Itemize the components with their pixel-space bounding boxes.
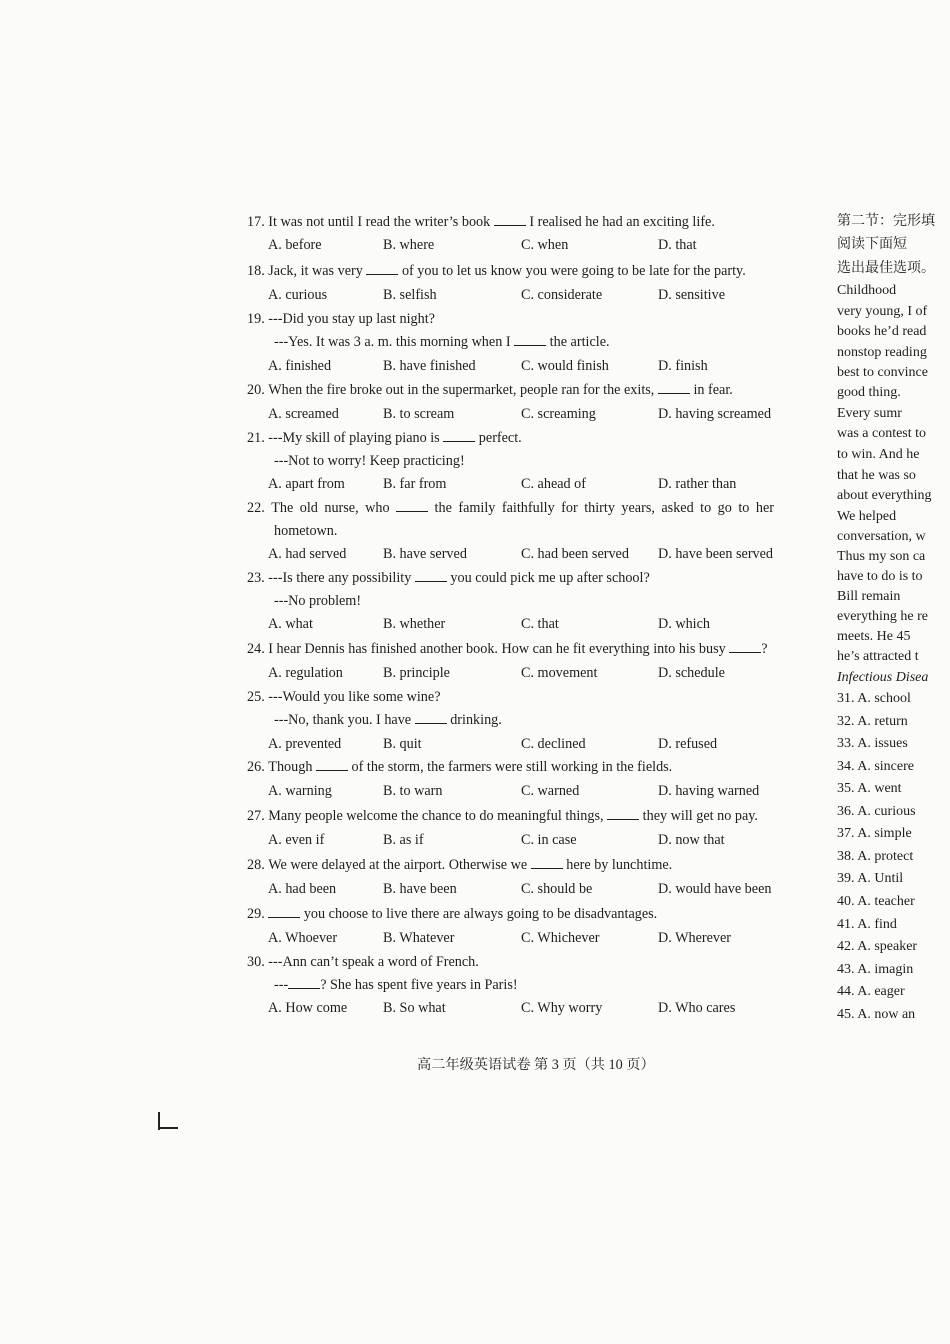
answer-option-b[interactable]: B. have finished xyxy=(383,358,476,374)
right-column-line: Bill remain xyxy=(837,589,901,604)
right-column-line: that he was so xyxy=(837,468,916,483)
question-text: Though xyxy=(268,759,316,775)
right-column-line: Every sumr xyxy=(837,406,902,421)
right-column-line: good thing. xyxy=(837,385,901,400)
crop-mark-horizontal xyxy=(158,1127,178,1129)
answer-option-a[interactable]: A. Whoever xyxy=(268,930,338,946)
answer-option-c[interactable]: C. screaming xyxy=(521,406,596,422)
question-text: --- xyxy=(274,977,289,993)
question-number: 26. xyxy=(247,759,265,775)
page-footer: 高二年级英语试卷 第 3 页（共 10 页） xyxy=(417,1057,655,1073)
right-column-line: 阅读下面短 xyxy=(837,237,907,252)
answer-option-a[interactable]: A. before xyxy=(268,237,322,253)
question-text: The old nurse, who xyxy=(271,500,397,516)
answer-blank[interactable] xyxy=(268,905,300,918)
right-column-line: 31. A. school xyxy=(837,691,911,706)
answer-option-d[interactable]: D. would have been xyxy=(658,881,772,897)
right-column-line: to win. And he xyxy=(837,447,920,462)
answer-option-a[interactable]: A. what xyxy=(268,616,313,632)
answer-option-b[interactable]: B. far from xyxy=(383,476,447,492)
question-text: hometown. xyxy=(274,523,338,539)
answer-option-d[interactable]: D. rather than xyxy=(658,476,737,492)
answer-option-a[interactable]: A. apart from xyxy=(268,476,345,492)
question-continuation xyxy=(274,976,518,994)
question-22 xyxy=(247,499,774,517)
answer-option-a[interactable]: A. screamed xyxy=(268,406,339,422)
question-text: here by lunchtime. xyxy=(562,857,673,873)
question-text: ---Is there any possibility xyxy=(268,570,415,586)
answer-option-a[interactable]: A. had been xyxy=(268,881,337,897)
answer-option-c[interactable]: C. ahead of xyxy=(521,476,587,492)
answer-option-d[interactable]: D. finish xyxy=(658,358,708,374)
answer-option-c[interactable]: C. movement xyxy=(521,665,598,681)
right-column-line: Infectious Disea xyxy=(837,670,929,685)
answer-blank[interactable] xyxy=(658,381,690,394)
question-26 xyxy=(247,758,672,776)
question-text: perfect. xyxy=(475,430,522,446)
question-number: 28. xyxy=(247,857,265,873)
answer-option-a[interactable]: A. regulation xyxy=(268,665,343,681)
question-number: 25. xyxy=(247,689,265,705)
right-column-line: 40. A. teacher xyxy=(837,894,915,909)
question-number: 27. xyxy=(247,808,265,824)
question-text: drinking. xyxy=(446,712,502,728)
question-text: ---Ann can’t speak a word of French. xyxy=(268,954,479,970)
answer-blank[interactable] xyxy=(316,758,348,771)
answer-blank[interactable] xyxy=(415,569,447,582)
right-column-line: 36. A. curious xyxy=(837,804,916,819)
question-text: I hear Dennis has finished another book. How can he fit everything into his busy xyxy=(268,641,730,657)
answer-option-b[interactable]: B. Whatever xyxy=(383,930,455,946)
question-number: 18. xyxy=(247,263,265,279)
question-23 xyxy=(247,569,650,587)
answer-option-a[interactable]: A. had served xyxy=(268,546,347,562)
question-number: 29. xyxy=(247,906,265,922)
question-text: ---No problem! xyxy=(274,593,362,609)
right-column-line: very young, I of xyxy=(837,304,928,319)
question-text: I realised he had an exciting life. xyxy=(525,214,715,230)
answer-blank[interactable] xyxy=(729,640,761,653)
question-number: 23. xyxy=(247,570,265,586)
answer-option-c[interactable]: C. Whichever xyxy=(521,930,600,946)
answer-option-b[interactable]: B. have served xyxy=(383,546,467,562)
answer-option-d[interactable]: D. Wherever xyxy=(658,930,732,946)
answer-option-b[interactable]: B. quit xyxy=(383,736,422,752)
question-number: 20. xyxy=(247,382,265,398)
right-column-line: 第二节：完形填 xyxy=(837,214,935,229)
answer-option-a[interactable]: A. prevented xyxy=(268,736,342,752)
answer-option-c[interactable]: C. would finish xyxy=(521,358,609,374)
question-text: Many people welcome the chance to do meaningful things, xyxy=(268,808,608,824)
question-20 xyxy=(247,381,733,399)
question-text: When the fire broke out in the supermarket, people ran for the exits, xyxy=(268,382,658,398)
question-text: We were delayed at the airport. Otherwise we xyxy=(268,857,531,873)
question-24 xyxy=(247,640,768,658)
answer-blank[interactable] xyxy=(415,711,447,724)
answer-blank[interactable] xyxy=(288,976,320,989)
right-column-line: 41. A. find xyxy=(837,917,897,932)
question-18 xyxy=(247,262,746,280)
right-column-line: about everything xyxy=(837,488,932,503)
right-column-line: nonstop reading xyxy=(837,345,927,360)
answer-option-d[interactable]: D. which xyxy=(658,616,711,632)
question-text: the family faithfully for thirty years, asked to go to her xyxy=(428,500,774,516)
question-21 xyxy=(247,429,522,447)
right-column-line: best to convince xyxy=(837,365,928,380)
answer-option-b[interactable]: B. where xyxy=(383,237,435,253)
question-continuation xyxy=(274,333,610,351)
right-column-line: 选出最佳选项。 xyxy=(837,261,935,276)
answer-option-c[interactable]: C. declined xyxy=(521,736,586,752)
answer-option-b[interactable]: B. whether xyxy=(383,616,446,632)
question-text: ---No, thank you. I have xyxy=(274,712,415,728)
answer-option-c[interactable]: C. Why worry xyxy=(521,1000,603,1016)
question-text: ---Did you stay up last night? xyxy=(268,311,435,327)
right-column-line: meets. He 45 xyxy=(837,629,911,644)
answer-option-c[interactable]: C. when xyxy=(521,237,569,253)
answer-option-d[interactable]: D. have been served xyxy=(658,546,774,562)
answer-option-a[interactable]: A. curious xyxy=(268,287,328,303)
answer-option-d[interactable]: D. refused xyxy=(658,736,718,752)
question-number: 19. xyxy=(247,311,265,327)
right-column-line: We helped xyxy=(837,509,897,524)
question-text: ---Would you like some wine? xyxy=(268,689,441,705)
question-text: ? She has spent five years in Paris! xyxy=(320,977,518,993)
question-text: the article. xyxy=(546,334,610,350)
answer-option-d[interactable]: D. having warned xyxy=(658,783,760,799)
answer-option-c[interactable]: C. should be xyxy=(521,881,593,897)
question-continuation xyxy=(274,711,502,729)
right-column-line: 33. A. issues xyxy=(837,736,908,751)
question-number: 21. xyxy=(247,430,265,446)
question-28 xyxy=(247,856,672,874)
answer-option-c[interactable]: C. that xyxy=(521,616,559,632)
right-column-line: 44. A. eager xyxy=(837,984,905,999)
right-column-line: 45. A. now an xyxy=(837,1007,916,1022)
question-number: 30. xyxy=(247,954,265,970)
answer-option-b[interactable]: B. to warn xyxy=(383,783,443,799)
right-column-line: 43. A. imagin xyxy=(837,962,914,977)
answer-option-c[interactable]: C. had been served xyxy=(521,546,629,562)
right-column-line: 38. A. protect xyxy=(837,849,914,864)
right-column-line: he’s attracted t xyxy=(837,649,919,664)
question-number: 24. xyxy=(247,641,265,657)
answer-blank[interactable] xyxy=(366,262,398,275)
answer-option-a[interactable]: A. warning xyxy=(268,783,332,799)
answer-option-d[interactable]: D. sensitive xyxy=(658,287,725,303)
right-column-line: 42. A. speaker xyxy=(837,939,918,954)
question-27 xyxy=(247,807,758,825)
answer-blank[interactable] xyxy=(494,213,526,226)
question-25 xyxy=(247,688,441,706)
answer-option-a[interactable]: A. even if xyxy=(268,832,325,848)
right-column-line: 37. A. simple xyxy=(837,826,912,841)
question-text: It was not until I read the writer’s book xyxy=(268,214,494,230)
question-number: 17. xyxy=(247,214,265,230)
question-text: ---Yes. It was 3 a. m. this morning when I xyxy=(274,334,515,350)
right-column-line: have to do is to xyxy=(837,569,923,584)
question-text: ---My skill of playing piano is xyxy=(268,430,444,446)
question-text: you could pick me up after school? xyxy=(446,570,650,586)
answer-option-a[interactable]: A. finished xyxy=(268,358,332,374)
right-column-line: 34. A. sincere xyxy=(837,759,914,774)
answer-option-b[interactable]: B. So what xyxy=(383,1000,446,1016)
question-text: you choose to live there are always going to be disadvantages. xyxy=(300,906,658,922)
answer-blank[interactable] xyxy=(396,499,428,512)
right-column-line: conversation, w xyxy=(837,529,926,544)
right-column-line: everything he re xyxy=(837,609,928,624)
right-column-line: 35. A. went xyxy=(837,781,902,796)
answer-option-d[interactable]: D. having screamed xyxy=(658,406,772,422)
answer-blank[interactable] xyxy=(531,856,563,869)
answer-blank[interactable] xyxy=(443,429,475,442)
question-17 xyxy=(247,213,715,231)
question-continuation xyxy=(274,522,337,540)
question-continuation xyxy=(274,592,361,610)
question-text: ? xyxy=(761,641,768,657)
answer-blank[interactable] xyxy=(607,807,639,820)
answer-option-b[interactable]: B. as if xyxy=(383,832,424,848)
answer-option-b[interactable]: B. to scream xyxy=(383,406,455,422)
right-column-line: Thus my son ca xyxy=(837,549,926,564)
right-column-line: 32. A. return xyxy=(837,714,908,729)
question-text: of you to let us know you were going to be late for the party. xyxy=(398,263,746,279)
question-text: of the storm, the farmers were still working in the fields. xyxy=(347,759,673,775)
answer-option-b[interactable]: B. have been xyxy=(383,881,457,897)
right-column-clipped xyxy=(830,205,950,1035)
answer-option-d[interactable]: D. that xyxy=(658,237,697,253)
right-column-line: 39. A. Until xyxy=(837,871,904,886)
question-29 xyxy=(247,905,657,923)
question-text: ---Not to worry! Keep practicing! xyxy=(274,453,465,469)
right-column-line: Childhood xyxy=(837,283,897,298)
answer-blank[interactable] xyxy=(514,333,546,346)
question-30 xyxy=(247,953,479,971)
question-text: they will get no pay. xyxy=(639,808,758,824)
question-number: 22. xyxy=(247,500,265,516)
answer-option-c[interactable]: C. in case xyxy=(521,832,577,848)
answer-option-d[interactable]: D. schedule xyxy=(658,665,725,681)
right-column-line: books he’d read xyxy=(837,324,927,339)
answer-option-b[interactable]: B. principle xyxy=(383,665,450,681)
question-text: Jack, it was very xyxy=(268,263,367,279)
question-19 xyxy=(247,310,435,328)
question-continuation xyxy=(274,452,465,470)
answer-option-d[interactable]: D. Who cares xyxy=(658,1000,736,1016)
answer-option-c[interactable]: C. considerate xyxy=(521,287,603,303)
answer-option-a[interactable]: A. How come xyxy=(268,1000,348,1016)
question-text: in fear. xyxy=(689,382,733,398)
answer-option-b[interactable]: B. selfish xyxy=(383,287,437,303)
answer-option-d[interactable]: D. now that xyxy=(658,832,725,848)
right-column-line: was a contest to xyxy=(837,426,927,441)
answer-option-c[interactable]: C. warned xyxy=(521,783,580,799)
